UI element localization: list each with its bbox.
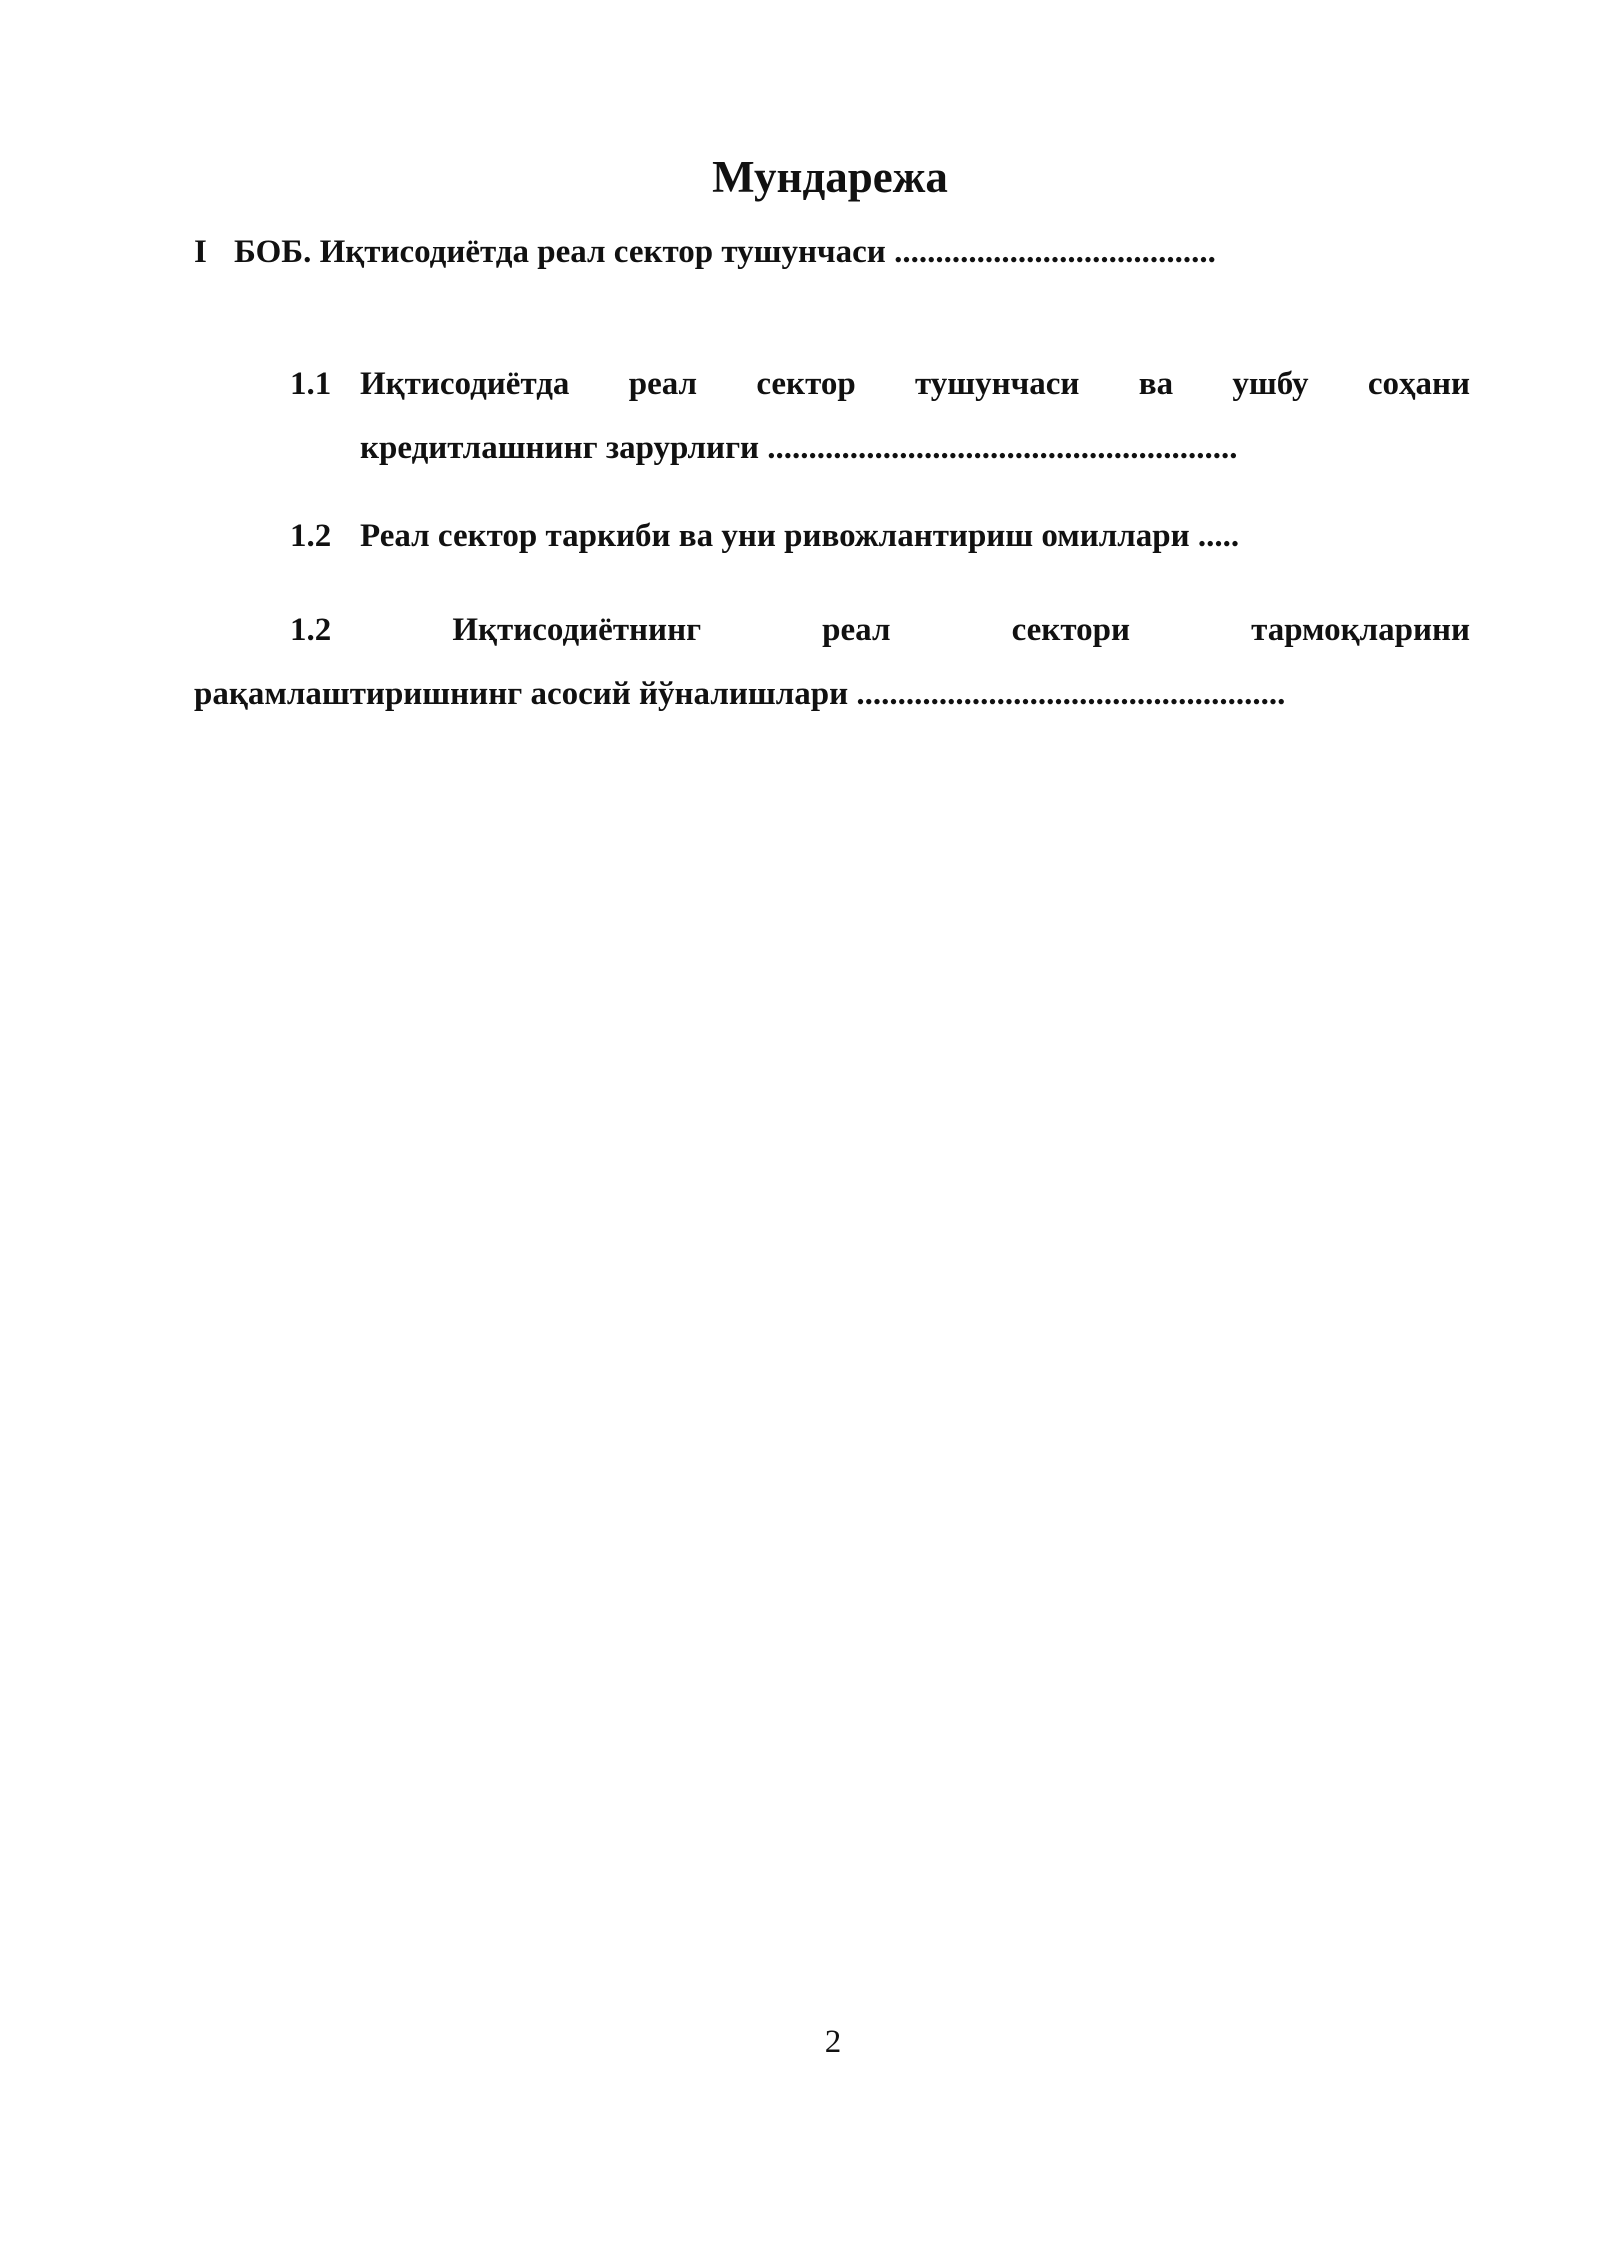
entry-number: 1.1 [290, 366, 332, 402]
page-number: 2 [824, 2024, 842, 2060]
entry-number: 1.2 [290, 518, 332, 554]
chapter-title: БОБ. Иқтисодиётда реал сектор тушунчаси ....................................... [234, 234, 1216, 270]
entry-title-line-1 [194, 598, 1470, 662]
entry-title-line-2: кредитлашнинг зарурлиги ......................................................... [360, 430, 1238, 466]
toc-chapter-entry[interactable] [194, 232, 1216, 272]
chapter-number: I [194, 234, 207, 270]
entry-number: 1.2 [290, 612, 332, 648]
entry-title-line-2: рақамлаштиришнинг асосий йўналишлари .................................................... [194, 676, 1286, 712]
toc-entry-1-2-second[interactable] [194, 598, 1470, 726]
entry-title-text: Иқтисодиётнинг реал сектори тармоқларини [452, 612, 1471, 648]
page-title: Мундарежа [712, 152, 948, 202]
entry-title: Реал сектор таркиби ва уни ривожлантириш омиллари ..... [360, 518, 1240, 554]
toc-entry-1-2[interactable] [290, 504, 1470, 568]
entry-title-line-1: Иқтисодиётда реал сектор тушунчаси ва ушбу соҳани [360, 366, 1470, 402]
toc-entry-1-1[interactable] [290, 352, 1470, 480]
